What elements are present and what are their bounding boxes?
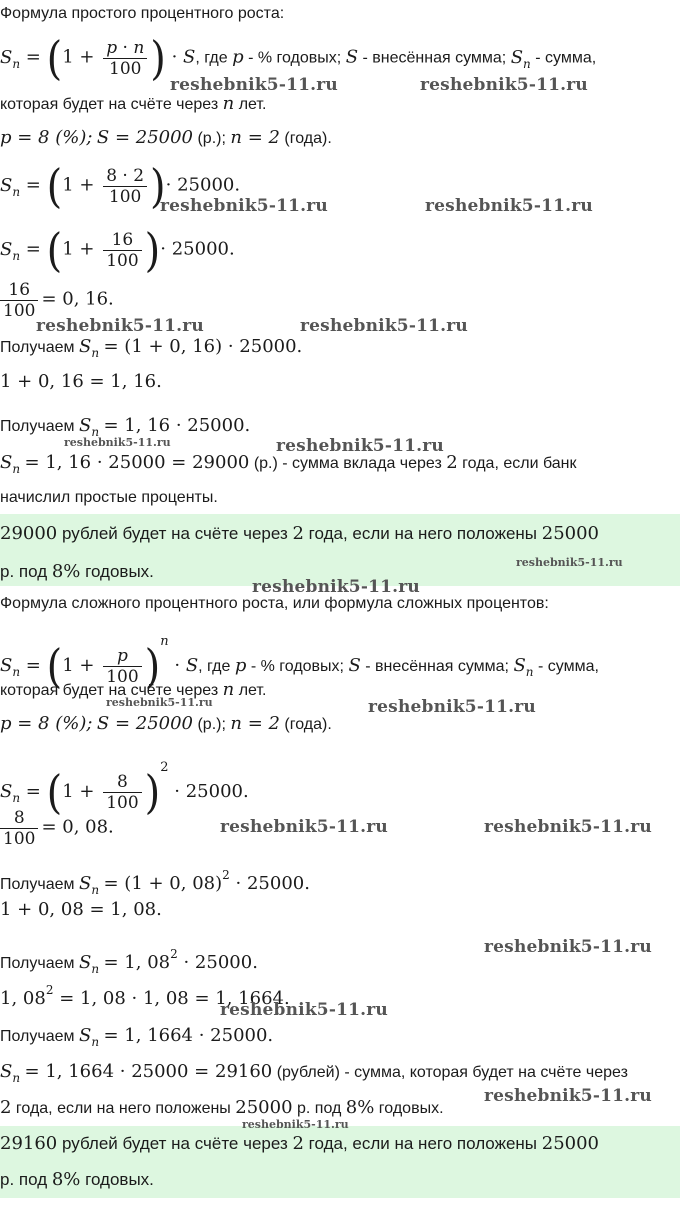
part2-result-line2: 2 года, если на него положены 25000 р. под 8% годовых. <box>0 1097 444 1118</box>
part1-title: Формула простого процентного роста: <box>0 5 285 22</box>
part2-result: $S_n = 1$, 1664 · 25000 = 29160 (рублей) - сумма, которая будет на счёте через <box>0 1061 628 1085</box>
watermark: reshebnik5-11.ru <box>420 75 588 95</box>
part2-get1: Получаем $S_n = (1 + 0$, 08)$^2$ · 25000. <box>0 868 310 897</box>
sn-desc: - сумма, <box>535 49 597 67</box>
part2-get3: Получаем $S_n = 1$, 1664 · 25000. <box>0 1025 274 1049</box>
watermark: reshebnik5-11.ru <box>484 1086 652 1106</box>
part2-frac-line: $\frac{8}{100}$ = 0, 08. <box>0 808 114 849</box>
watermark: reshebnik5-11.ru <box>276 436 444 456</box>
part1-step2: $S_n = (1$ + $\frac{16}{100}$ )· 25000. <box>0 224 235 277</box>
part2-line2: которая будет на счёте через n лет. <box>0 679 267 700</box>
watermark: reshebnik5-11.ru <box>64 436 171 449</box>
watermark: reshebnik5-11.ru <box>36 316 204 336</box>
part2-given: p = 8 (%); S = 25000 (р.); n = 2 (года). <box>0 713 332 734</box>
part1-get1: Получаем $S_n = (1 + 0$, 16) · 25000. <box>0 336 303 360</box>
watermark: reshebnik5-11.ru <box>160 196 328 216</box>
watermark: reshebnik5-11.ru <box>106 696 213 709</box>
watermark: reshebnik5-11.ru <box>220 817 388 837</box>
part2-answer-line2: р. под 8% годовых. <box>0 1169 154 1190</box>
watermark: reshebnik5-11.ru <box>425 196 593 216</box>
part2-sum: 1 + 0, 08 = 1, 08. <box>0 899 162 920</box>
part1-answer-box <box>0 514 680 586</box>
watermark: reshebnik5-11.ru <box>368 697 536 717</box>
watermark: reshebnik5-11.ru <box>242 1118 349 1131</box>
part1-result-line2: начислил простые проценты. <box>0 489 218 506</box>
watermark: reshebnik5-11.ru <box>484 817 652 837</box>
formula-rest: - % годовых; <box>248 49 342 67</box>
formula-where: , где <box>195 49 228 67</box>
s-desc: - внесённая сумма; <box>362 49 507 67</box>
part1-answer-line1: 29000 рублей будет на счёте через 2 года, если на него положены 25000 <box>0 523 600 544</box>
watermark: reshebnik5-11.ru <box>170 75 338 95</box>
part1-frac-line: $\frac{16}{100}$ = 0, 16. <box>0 280 114 321</box>
part2-title: Формула сложного процентного роста, или формула сложных процентов: <box>0 595 549 612</box>
part2-get2: Получаем $S_n = 1$, $08^2 \cdot 25000$. <box>0 947 258 976</box>
part2-answer-line1: 29160 рублей будет на счёте через 2 года, если на него положены 25000 <box>0 1133 600 1154</box>
part1-sum: 1 + 0, 16 = 1, 16. <box>0 371 162 392</box>
part1-result: $S_n = 1$, 16 · 25000 = 29000 (р.) - сумма вклада через 2 года, если банк <box>0 452 577 476</box>
watermark: reshebnik5-11.ru <box>252 577 420 597</box>
watermark: reshebnik5-11.ru <box>300 316 468 336</box>
part1-line2: которая будет на счёте через n лет. <box>0 93 267 114</box>
part1-answer-line2: р. под 8% годовых. <box>0 561 154 582</box>
part1-given: p = 8 (%); S = 25000 (р.); n = 2 (года). <box>0 127 332 148</box>
part2-formula: $S_n = (1$ + $\frac{p}{100}$ )$^n$ · S, где p - % годовых; S - внесённая сумма; $S_n$ - сумма, <box>0 634 599 694</box>
watermark: reshebnik5-11.ru <box>516 556 623 569</box>
watermark: reshebnik5-11.ru <box>484 937 652 957</box>
part1-formula: $S_n = (1$ + $\frac{p \cdot n}{100}$ ) · S, где p - % годовых; S - внесённая сумма; $S_n$ - сумма, <box>0 32 597 85</box>
part1-step1: $S_n = (1$ + $\frac{8 \cdot 2}{100}$ )· 25000. <box>0 160 241 213</box>
watermark: reshebnik5-11.ru <box>220 1000 388 1020</box>
part2-step1: $S_n = (1$ + $\frac{8}{100}$ )$^2$ · 25000. <box>0 760 249 820</box>
part1-get2: Получаем $S_n = 1$, 16 · 25000. <box>0 415 251 439</box>
part2-square: 1, $08^2 = 1$, 08 · 1, 08 = 1, 1664. <box>0 983 290 1009</box>
part2-answer-box <box>0 1126 680 1198</box>
